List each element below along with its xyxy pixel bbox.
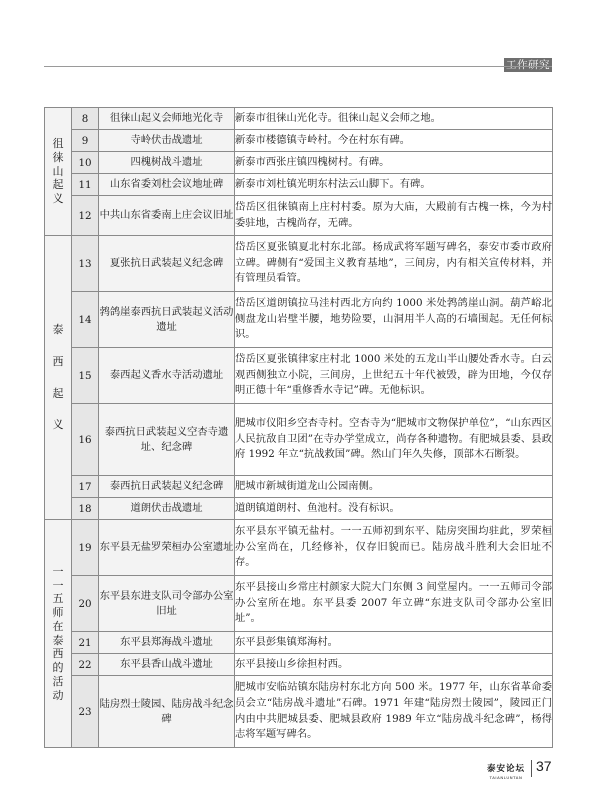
table-row bbox=[45, 152, 553, 174]
site-description: 新泰市刘杜镇光明东村法云山脚下。有碑。 bbox=[235, 174, 553, 196]
table-row bbox=[45, 348, 553, 404]
table-row bbox=[45, 404, 553, 476]
site-description: 新泰市徂徕山光化寺。徂徕山起义会师之地。 bbox=[235, 108, 553, 130]
group-label-115th-division: 一一五师在泰西的活动 bbox=[45, 520, 72, 748]
site-name: 东平县东进支队司令部办公室旧址 bbox=[99, 576, 235, 632]
table-row bbox=[45, 476, 553, 498]
row-number: 12 bbox=[72, 196, 99, 236]
table-row bbox=[45, 498, 553, 520]
table-row bbox=[45, 292, 553, 348]
site-description: 岱岳区道朗镇拉马洼村西北方向约 1000 米处鹁鸽崖山洞。葫芦峪北侧盘龙山岩壁半腰，地势险要，山洞用半人高的石墙围起。无任何标识。 bbox=[235, 292, 553, 348]
site-name: 泰西起义香水寺活动遗址 bbox=[99, 348, 235, 404]
site-name: 东平县郑海战斗遗址 bbox=[99, 632, 235, 654]
row-number: 11 bbox=[72, 174, 99, 196]
historic-sites-table bbox=[44, 107, 553, 748]
site-name: 泰西抗日武装起义空杏寺遗址、纪念碑 bbox=[99, 404, 235, 476]
header-rule bbox=[44, 66, 552, 67]
row-number: 18 bbox=[72, 498, 99, 520]
row-number: 13 bbox=[72, 236, 99, 292]
site-description: 肥城市仪阳乡空杏寺村。空杏寺为“肥城市文物保护单位”，“山东西区人民抗敌自卫团”在寺办学堂成立，尚存各种遗物。有肥城县委、县政府 1992 年立“抗战救国”碑。然山门年久失修，顶部木石断裂。 bbox=[235, 404, 553, 476]
table-row bbox=[45, 576, 553, 632]
table-row bbox=[45, 174, 553, 196]
site-name: 四槐树战斗遗址 bbox=[99, 152, 235, 174]
table-row bbox=[45, 654, 553, 676]
site-description: 肥城市安临站镇东陆房村东北方向 500 米。1977 年，山东省革命委员会立“陆房战斗遗址”石碑。1971 年建“陆房烈士陵园”，陵园正门内由中共肥城县委、肥城县政府 1989 年立“陆房战斗纪念碑”，杨得志将军题写碑名。 bbox=[235, 676, 553, 748]
row-number: 9 bbox=[72, 130, 99, 152]
site-description: 岱岳区徂徕镇南上庄村村委。原为大庙，大殿前有古槐一株，今为村委驻地，古槐尚存，无碑。 bbox=[235, 196, 553, 236]
site-name: 东平县香山战斗遗址 bbox=[99, 654, 235, 676]
site-description: 东平县接山乡徐担村西。 bbox=[235, 654, 553, 676]
row-number: 20 bbox=[72, 576, 99, 632]
row-number: 14 bbox=[72, 292, 99, 348]
site-name: 陆房烈士陵园、陆房战斗纪念碑 bbox=[99, 676, 235, 748]
site-description: 新泰市西张庄镇四槐树村。有碑。 bbox=[235, 152, 553, 174]
site-name: 夏张抗日武装起义纪念碑 bbox=[99, 236, 235, 292]
site-name: 道朗伏击战遗址 bbox=[99, 498, 235, 520]
table-row bbox=[45, 676, 553, 748]
table-row bbox=[45, 632, 553, 654]
site-name: 山东省委刘杜会议地址碑 bbox=[99, 174, 235, 196]
table-row bbox=[45, 236, 553, 292]
site-name: 泰西抗日武装起义纪念碑 bbox=[99, 476, 235, 498]
site-description: 东平县彭集镇郑海村。 bbox=[235, 632, 553, 654]
row-number: 19 bbox=[72, 520, 99, 576]
site-description: 道朗镇道朗村、鱼池村。没有标识。 bbox=[235, 498, 553, 520]
magazine-name: 泰安论坛 bbox=[487, 764, 526, 774]
site-name: 寺岭伏击战遗址 bbox=[99, 130, 235, 152]
site-description: 肥城市新城街道龙山公园南侧。 bbox=[235, 476, 553, 498]
row-number: 23 bbox=[72, 676, 99, 748]
row-number: 22 bbox=[72, 654, 99, 676]
site-name: 鹁鸽崖泰西抗日武装起义活动遗址 bbox=[99, 292, 235, 348]
page-number: 37 bbox=[536, 758, 552, 774]
site-name: 徂徕山起义会师地光化寺 bbox=[99, 108, 235, 130]
table-row bbox=[45, 196, 553, 236]
footer-divider bbox=[531, 760, 532, 777]
site-description: 岱岳区夏张镇夏北村东北部。杨成武将军题写碑名，泰安市委市政府立碑。碑侧有“爱国主义教育基地”，三间房，内有相关宣传材料，并有管理员看管。 bbox=[235, 236, 553, 292]
table-row bbox=[45, 520, 553, 576]
site-description: 岱岳区夏张镇律家庄村北 1000 米处的五龙山半山腰处香水寺。白云观西侧独立小院，三间房，上世纪五十年代被毁，辟为田地，今仅存明正德十年“重修香水寺记”碑。无他标识。 bbox=[235, 348, 553, 404]
magazine-name-pinyin: TAIANLUNTAN bbox=[489, 775, 523, 780]
row-number: 10 bbox=[72, 152, 99, 174]
group-label-taixi: 泰西起义 bbox=[45, 236, 72, 520]
row-number: 8 bbox=[72, 108, 99, 130]
row-number: 15 bbox=[72, 348, 99, 404]
row-number: 17 bbox=[72, 476, 99, 498]
magazine-logo bbox=[487, 762, 525, 780]
site-description: 东平县东平镇无盐村。一一五师初到东平、陆房突围均驻此，罗荣桓办公室尚在，几经修补，仅存旧貌而已。陆房战斗胜利大会旧址不存。 bbox=[235, 520, 553, 576]
table-row bbox=[45, 130, 553, 152]
site-description: 东平县接山乡常庄村颜家大院大门东侧 3 间堂屋内。一一五师司令部办公室所在地。东平县委 2007 年立碑“东进支队司令部办公室旧址”。 bbox=[235, 576, 553, 632]
row-number: 16 bbox=[72, 404, 99, 476]
table-row bbox=[45, 108, 553, 130]
site-name: 东平县无盐罗荣桓办公室遗址 bbox=[99, 520, 235, 576]
site-name: 中共山东省委南上庄会议旧址 bbox=[99, 196, 235, 236]
site-description: 新泰市楼德镇寺岭村。今在村东有碑。 bbox=[235, 130, 553, 152]
group-label-culaishan: 徂徕山起义 bbox=[45, 108, 72, 236]
row-number: 21 bbox=[72, 632, 99, 654]
section-tag: 工作研究 bbox=[506, 59, 550, 71]
